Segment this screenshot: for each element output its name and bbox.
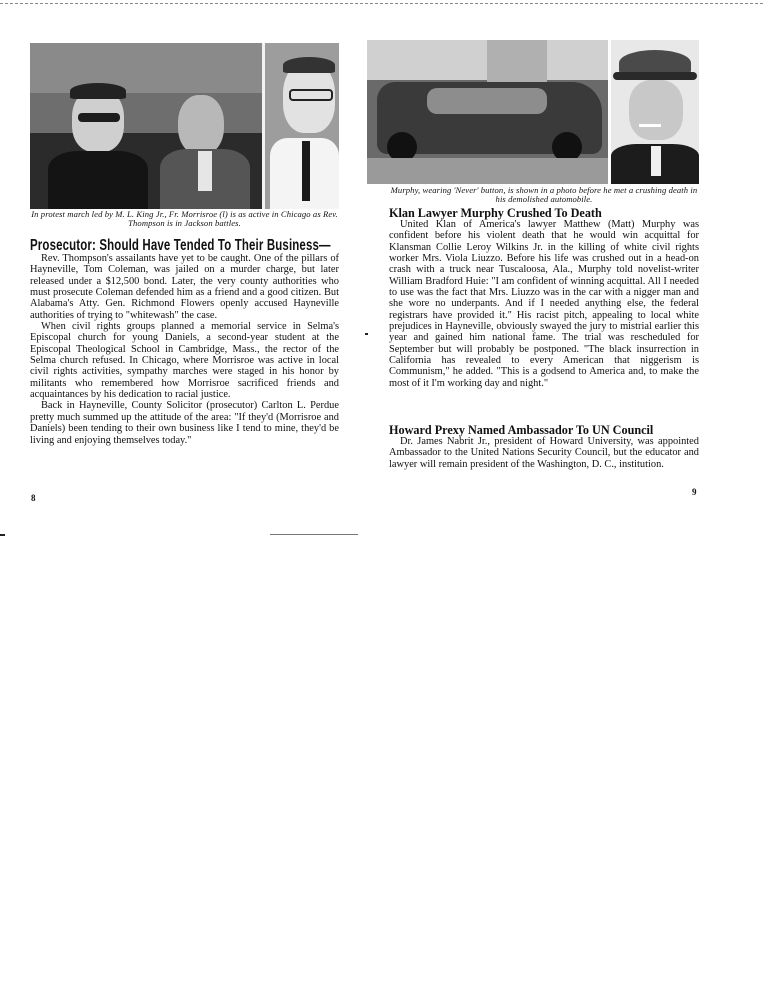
howard-article-body	[389, 436, 699, 470]
right-paragraph: Dr. James Nabrit Jr., president of Howard University, was appointed Ambassador to the United Nations Security Council, but the educator and lawyer will remain president of the Washington, D. C., institution.	[389, 436, 699, 470]
left-paragraph: Back in Hayneville, County Solicitor (prosecutor) Carlton L. Perdue pretty much summed up the attitude of the area: "If they'd (Morrisroe and Daniels) been tending to their own business like I tend to mine, they'd be living and enjoying themselves today."	[30, 400, 339, 446]
scan-mark	[270, 534, 358, 535]
scan-mark	[0, 534, 5, 536]
left-paragraph: When civil rights groups planned a memorial service in Selma's Episcopal church for young Daniels, a second-year student at the Episcopal Theological School in Cambridge, Mass., the rector of the Selma church refused. In Chicago, where Morrisroe was active in local civil rights activities, sympathy marches were staged in his honor by militants who remembered how Morrisroe sacrificed friends and acquaintances by his dedication to racial justice.	[30, 321, 339, 401]
howard-prexy-headline: Howard Prexy Named Ambassador To UN Council	[389, 423, 654, 437]
left-page-number: 8	[31, 493, 36, 503]
left-paragraph: Rev. Thompson's assailants have yet to be caught. One of the pillars of Hayneville, Tom Coleman, was jailed on a murder charge, but later released under a $12,500 bond. Later, the very county authorities who must prosecute Coleman defended him as a friend and a good citizen. But Alabama's Atty. Gen. Richmond Flowers openly accused Hayneville authorities of trying to "whitewash" the case.	[30, 253, 339, 321]
klan-lawyer-headline: Klan Lawyer Murphy Crushed To Death	[389, 206, 602, 220]
left-photo-caption: In protest march led by M. L. King Jr., Fr. Morrisroe (l) is as active in Chicago as Rev. Thompson is in Jackson battles.	[31, 209, 338, 229]
right-photo-caption: Murphy, wearing 'Never' button, is shown in a photo before he met a crushing death in his demolished automobile.	[390, 185, 698, 205]
right-article-body	[389, 219, 699, 389]
left-article-body	[30, 253, 339, 446]
top-border	[0, 3, 763, 4]
protest-march-photo	[30, 43, 339, 209]
murphy-portrait-photo	[611, 40, 699, 184]
right-paragraph: United Klan of America's lawyer Matthew (Matt) Murphy was confident before his violent death that he would win acquittal for Klansman Collie Leroy Wilkins Jr. in the killing of white civil rights worker Mrs. Viola Liuzzo. Before his life was crushed out in a head-on crash with a truck near Tuscaloosa, Ala., Murphy told novelist-writer William Bradford Huie: "I am confident of winning acquittal. All I needed to use was the fact that Mrs. Liuzzo was in the car with a nigger man and she wore no underpants. And if I needed anything else, the federal registrars have provided it." His racist pitch, appealing to local white prejudices in Hayneville, obviously swayed the jury to mistrial earlier this year and gained him national fame. The trial was rescheduled for September but will probably be postponed. "The black insurrection in California has revealed to every American that niggerism is Communism," he added. "This is a godsend to America and, to make the most of it I'm working day and night."	[389, 219, 699, 389]
prosecutor-headline: Prosecutor: Should Have Tended To Their Business—	[30, 237, 331, 254]
scan-mark	[365, 333, 368, 335]
wrecked-car-photo	[367, 40, 608, 184]
right-page-number: 9	[692, 487, 697, 497]
